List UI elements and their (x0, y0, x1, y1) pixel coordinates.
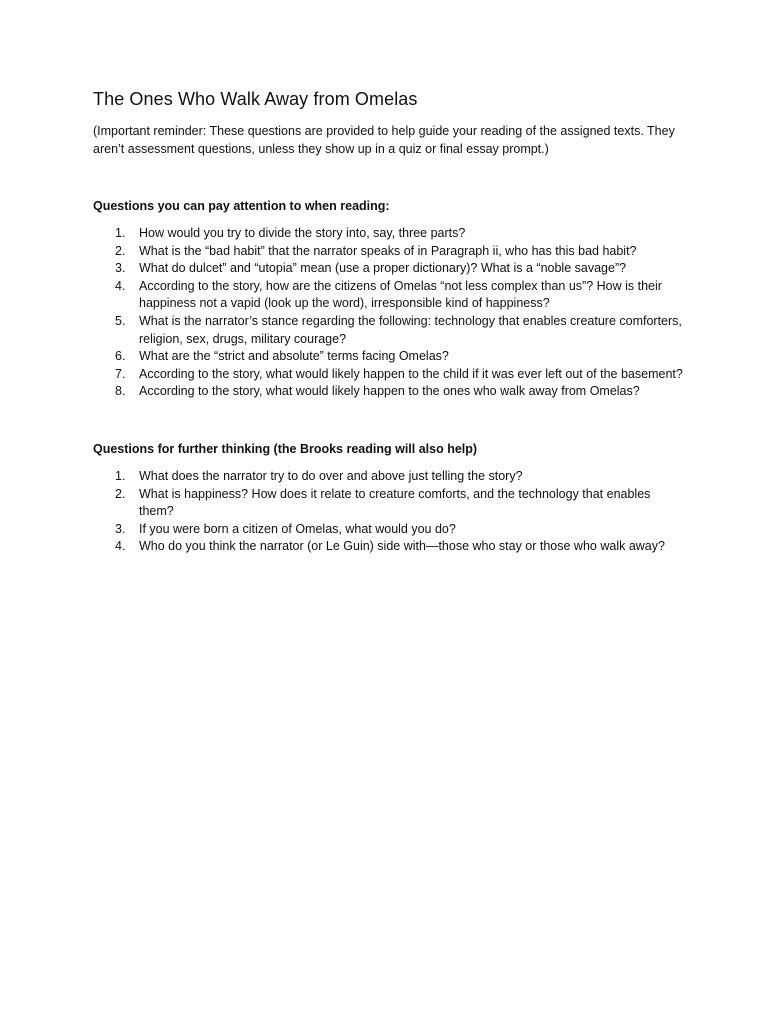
list-item (93, 486, 683, 521)
list-item (93, 366, 683, 384)
list-item-number: 3. (115, 261, 126, 276)
list-item-number: 1. (115, 226, 126, 240)
list-item-text: Who do you think the narrator (or Le Guin) side with—those who stay or those who walk away? (139, 539, 665, 554)
list-item-number: 7. (115, 366, 126, 381)
list-item (93, 383, 683, 401)
list-item-number: 2. (115, 243, 126, 258)
list-item (93, 278, 683, 313)
list-item (93, 225, 683, 243)
list-item-text: What is the “bad habit” that the narrator speaks of in Paragraph ii, who has this bad habit? (139, 243, 637, 258)
section-heading-reading: Questions you can pay attention to when reading: (93, 199, 390, 213)
reading-questions-list (93, 225, 683, 401)
document-title: The Ones Who Walk Away from Omelas (93, 89, 418, 109)
further-thinking-questions-list (93, 468, 683, 556)
list-item-number: 4. (115, 278, 126, 293)
list-item-number: 1. (115, 468, 126, 483)
document-page (93, 86, 683, 556)
list-item-number: 8. (115, 384, 126, 399)
list-item-number: 5. (115, 313, 126, 328)
list-item-text: According to the story, what would likely happen to the ones who walk away from Omelas? (139, 384, 640, 399)
list-item (93, 348, 683, 366)
list-item-text: What is happiness? How does it relate to creature comforts, and the technology that enables them? (139, 486, 651, 519)
list-item (93, 313, 683, 348)
section-heading-further-thinking: Questions for further thinking (the Brooks reading will also help) (93, 441, 478, 456)
reminder-paragraph: (Important reminder: These questions are provided to help guide your reading of the assigned texts. They aren’t assessment questions, unless they show up in a quiz or final essay prompt.) (93, 124, 675, 156)
list-item-text: According to the story, what would likely happen to the child if it was ever left out of the basement? (139, 366, 683, 381)
list-item-text: What are the “strict and absolute” terms facing Omelas? (139, 349, 449, 364)
list-item-number: 6. (115, 349, 126, 364)
list-item-text: What does the narrator try to do over and above just telling the story? (139, 468, 523, 483)
list-item-text: What is the narrator’s stance regarding the following: technology that enables creature comforters, religion, sex, drugs, military courage? (139, 313, 682, 346)
list-item-text: How would you try to divide the story into, say, three parts? (139, 226, 466, 240)
list-item (93, 243, 683, 261)
list-item-number: 3. (115, 521, 126, 536)
list-item-text: If you were born a citizen of Omelas, what would you do? (139, 521, 456, 536)
list-item (93, 260, 683, 278)
list-item (93, 521, 683, 539)
list-item-text: What do dulcet” and “utopia” mean (use a proper dictionary)? What is a “noble savage”? (139, 261, 627, 276)
list-item (93, 538, 683, 556)
list-item (93, 468, 683, 486)
list-item-text: According to the story, how are the citizens of Omelas “not less complex than us”? How is their happiness not a vapid (look up the word), irresponsible kind of happiness? (139, 278, 662, 311)
list-item-number: 4. (115, 539, 126, 554)
list-item-number: 2. (115, 486, 126, 501)
